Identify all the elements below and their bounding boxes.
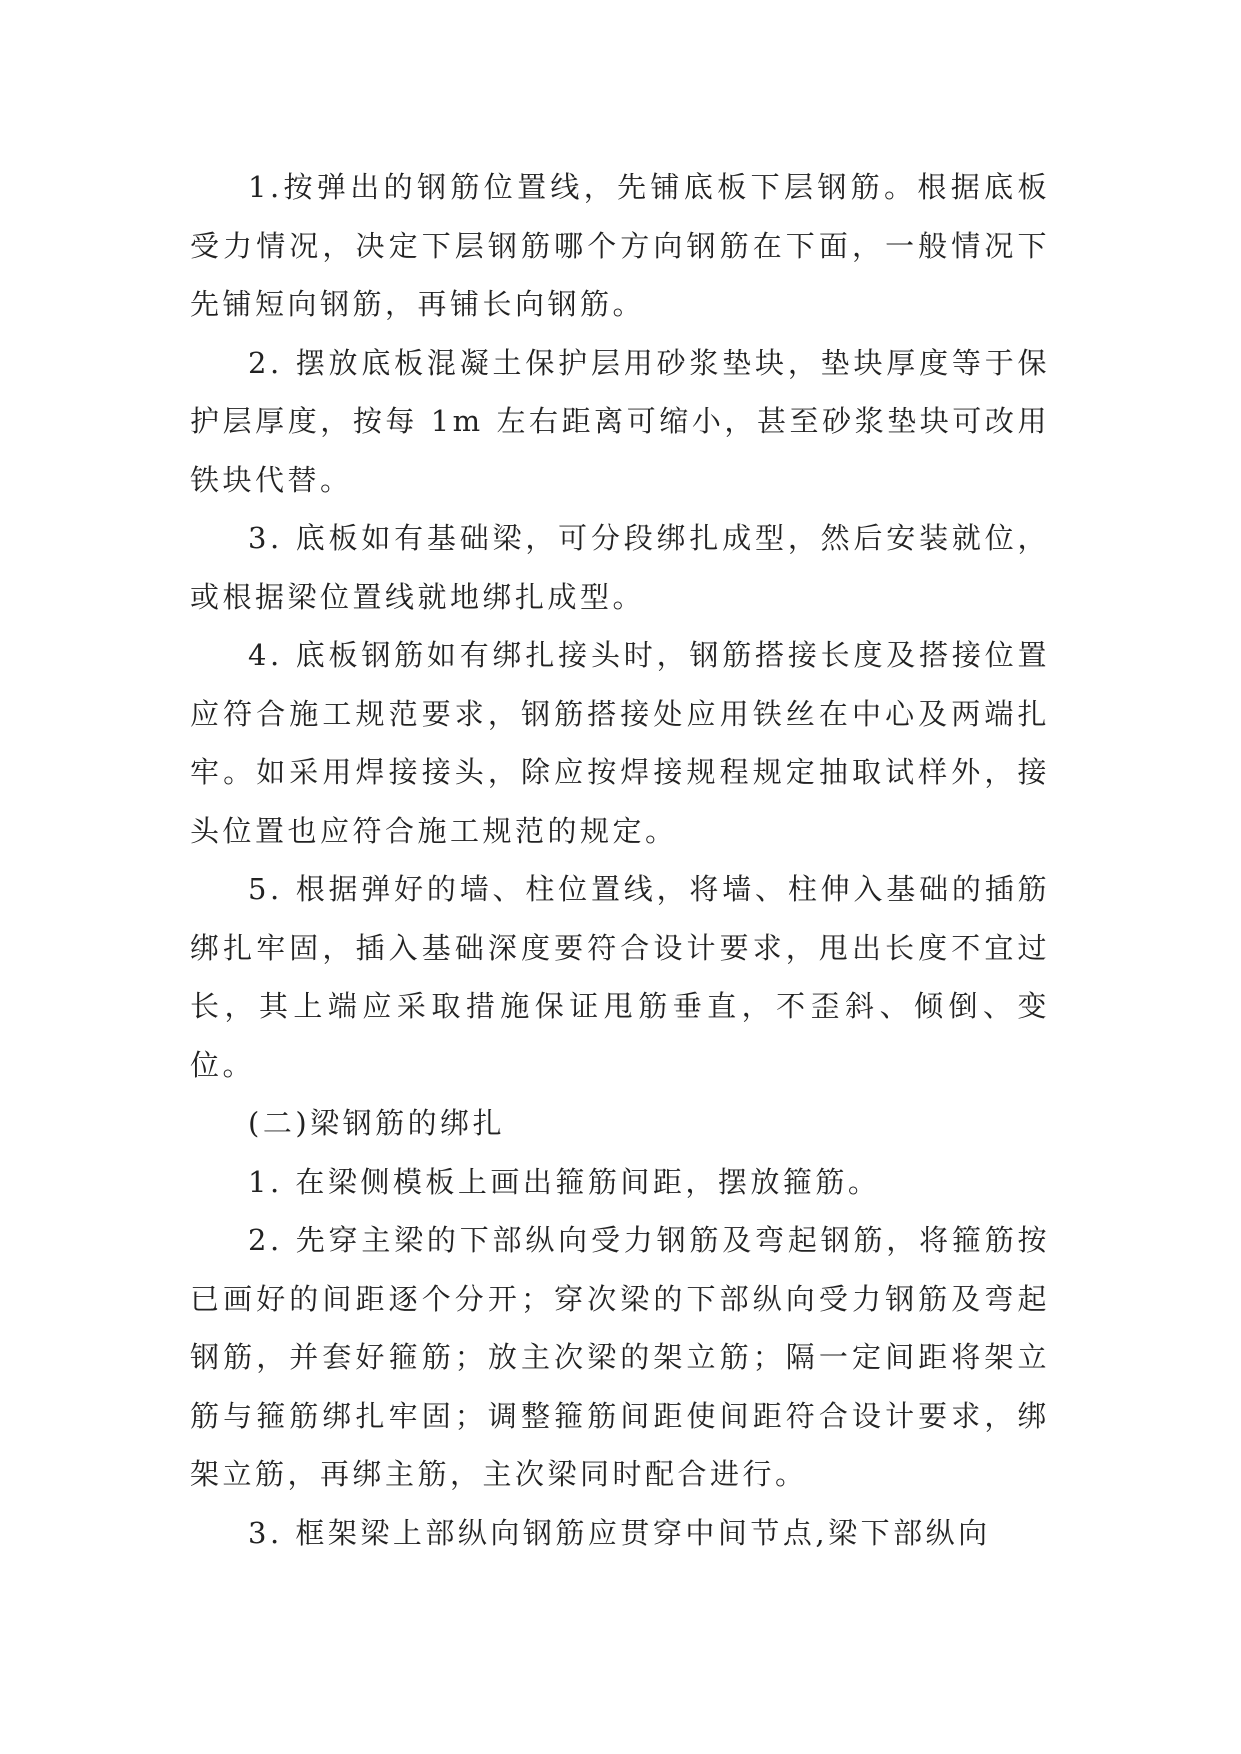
paragraph-main-secondary-beam: 2. 先穿主梁的下部纵向受力钢筋及弯起钢筋，将箍筋按已画好的间距逐个分开；穿次梁的下部纵向受力钢筋及弯起钢筋，并套好箍筋；放主次梁的架立筋；隔一定间距将架立筋与箍筋绑扎牢固；调整箍筋间距使间距符合设计要求，绑架立筋，再绑主筋，主次梁同时配合进行。 (190, 1223, 1050, 1491)
paragraph-starter-bars: 5. 根据弹好的墙、柱位置线，将墙、柱伸入基础的插筋绑扎牢固，插入基础深度要符合设计要求，甩出长度不宜过长，其上端应采取措施保证甩筋垂直，不歪斜、倾倒、变位。 (190, 872, 1050, 1082)
section-heading-beam-rebar: (二)梁钢筋的绑扎 (248, 1106, 506, 1140)
paragraph-foundation-beam: 3. 底板如有基础梁，可分段绑扎成型，然后安装就位，或根据梁位置线就地绑扎成型。 (190, 521, 1050, 614)
paragraph-mortar-spacer-blocks: 2. 摆放底板混凝土保护层用砂浆垫块，垫块厚度等于保护层厚度，按每 1m 左右距离可缩小，甚至砂浆垫块可改用铁块代替。 (190, 345, 1050, 497)
document-body (190, 158, 1050, 1562)
paragraph-bottom-rebar-laying: 1.按弹出的钢筋位置线，先铺底板下层钢筋。根据底板受力情况，决定下层钢筋哪个方向钢筋在下面，一般情况下先铺短向钢筋，再铺长向钢筋。 (190, 170, 1050, 321)
paragraph-stirrup-spacing: 1. 在梁侧模板上画出箍筋间距，摆放箍筋。 (248, 1164, 881, 1199)
paragraph-lap-splice: 4. 底板钢筋如有绑扎接头时，钢筋搭接长度及搭接位置应符合施工规范要求，钢筋搭接处应用铁丝在中心及两端扎牢。如采用焊接接头，除应按焊接规程规定抽取试样外，接头位置也应符合施工规范的规定。 (190, 638, 1050, 848)
paragraph-frame-beam-top-bars: 3. 框架梁上部纵向钢筋应贯穿中间节点,梁下部纵向 (248, 1515, 991, 1550)
